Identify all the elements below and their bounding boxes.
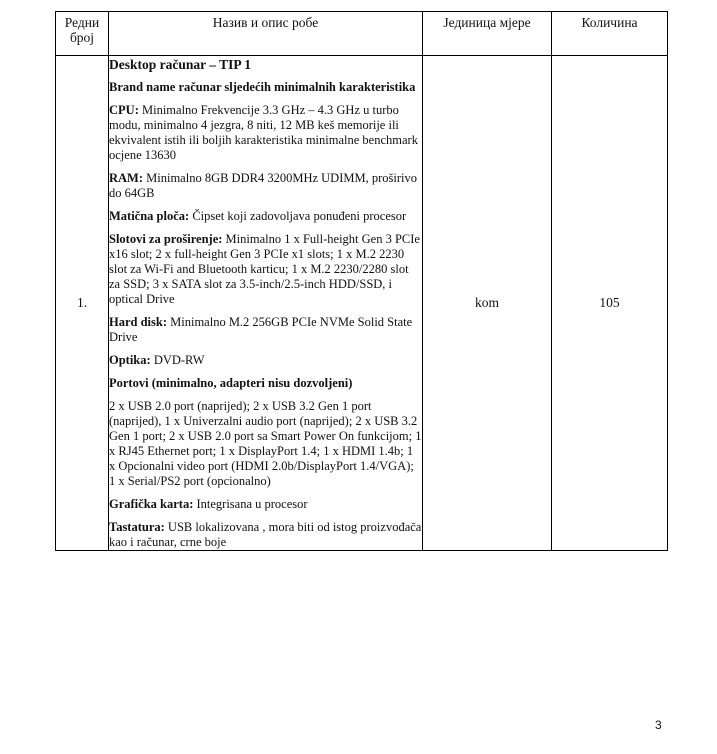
table-header-row <box>56 12 668 56</box>
table-row <box>56 56 668 551</box>
spec-ram <box>109 171 422 201</box>
spec-cpu-text: Minimalno Frekvencije 3.3 GHz – 4.3 GHz u turbo modu, minimalno 4 jezgra, 8 niti, 12 MB keš memorije ili ekvivalent istih ili boljih karakteristika minimalne benchmark ocjene 13630 <box>109 103 418 162</box>
spec-ram-label: RAM: <box>109 171 144 185</box>
spec-keyboard-label: Tastatura: <box>109 520 165 534</box>
spec-hdd-text: Minimalno M.2 256GB PCIe NVMe Solid State Drive <box>109 315 413 344</box>
product-title: Desktop računar – TIP 1 <box>109 57 252 72</box>
spec-gpu <box>109 497 422 512</box>
header-description: Назив и опис робе <box>109 12 423 56</box>
header-unit: Јединица мјере <box>423 12 552 56</box>
spec-motherboard-text: Čipset koji zadovoljava ponuđeni procesor <box>189 209 407 223</box>
spec-motherboard <box>109 209 422 224</box>
header-item-number: Редни број <box>56 12 109 56</box>
spec-motherboard-label: Matična ploča: <box>109 209 190 223</box>
product-subtitle: Brand name računar sljedećih minimalnih karakteristika <box>109 80 416 94</box>
spec-gpu-text: Integrisana u procesor <box>193 497 308 511</box>
item-unit: kom <box>423 56 552 551</box>
spec-keyboard <box>109 520 422 550</box>
item-quantity: 105 <box>552 56 668 551</box>
spec-optics <box>109 353 422 368</box>
item-description <box>109 56 423 551</box>
spec-slots-text: Minimalno 1 x Full-height Gen 3 PCIe x16 slot; 2 x full-height Gen 3 PCIe x1 slots; 1 x M.2 2230 slot za Wi-Fi and Bluetooth karticu; 1 x M.2 2230/2280 slot za SSD; 3 x SATA slot za 3.5-inch/2.5-inch HDD/SSD, i optical Drive <box>109 232 420 306</box>
spec-hdd-label: Hard disk: <box>109 315 168 329</box>
page-number: 3 <box>655 718 662 732</box>
spec-optics-text: DVD-RW <box>150 353 205 367</box>
item-number: 1. <box>56 56 109 551</box>
spec-hdd <box>109 315 422 345</box>
spec-optics-label: Optika: <box>109 353 151 367</box>
header-quantity: Количина <box>552 12 668 56</box>
spec-gpu-label: Grafička karta: <box>109 497 194 511</box>
spec-ports-text: 2 x USB 2.0 port (naprijed); 2 x USB 3.2 Gen 1 port (naprijed), 1 x Univerzalni audio port (naprijed); 2 x USB 3.2 Gen 1 port; 2 x USB 2.0 port sa Smart Power On funkcijom; 1 x RJ45 Ethernet port; 1 x DisplayPort 1.4; 1 x HDMI 1.4b; 1 x Opcionalni video port (HDMI 2.0b/DisplayPort 1.4/VGA); 1 x Serial/PS2 port (opcionalno) <box>109 399 422 488</box>
spec-slots-label: Slotovi za proširenje: <box>109 232 223 246</box>
spec-cpu-label: CPU: <box>109 103 139 117</box>
spec-keyboard-text: USB lokalizovana , mora biti od istog proizvođača kao i računar, crne boje <box>109 520 422 549</box>
spec-ports-title: Portovi (minimalno, adapteri nisu dozvoljeni) <box>109 376 353 390</box>
specification-table <box>55 11 668 551</box>
spec-slots <box>109 232 422 307</box>
spec-ram-text: Minimalno 8GB DDR4 3200MHz UDIMM, proširivo do 64GB <box>109 171 417 200</box>
spec-cpu <box>109 103 422 163</box>
